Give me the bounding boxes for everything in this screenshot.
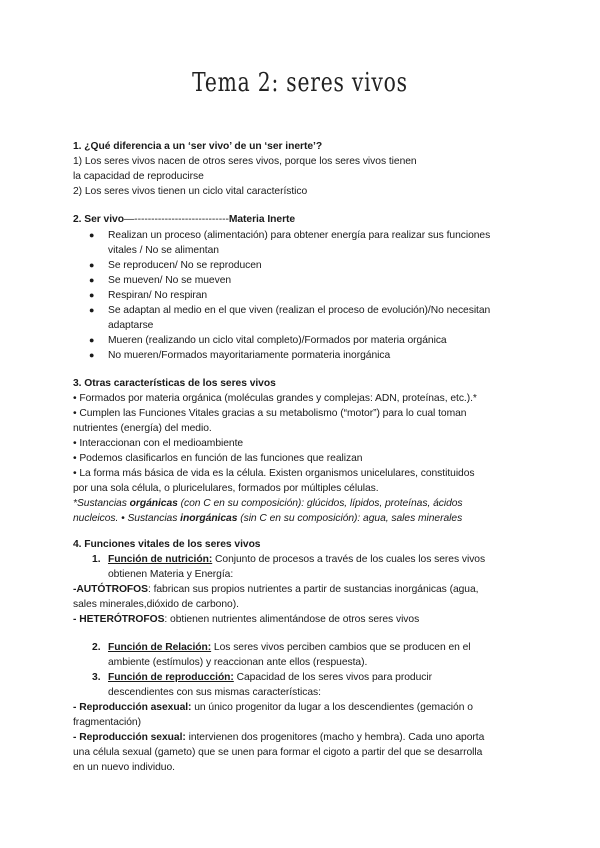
section-3-line: por una sola célula, o pluricelulares, formados por múltiples células.: [73, 483, 379, 494]
bullet-item: Se reproducen/ No se reproducen: [108, 260, 262, 271]
bullet-icon: ●: [89, 305, 95, 315]
function-title: Función de Relación:: [108, 642, 212, 653]
heading-part: 2. Ser vivo: [73, 214, 124, 225]
function-title: Función de nutrición:: [108, 554, 213, 565]
section-3-heading: 3. Otras características de los seres vivos: [73, 378, 276, 389]
function-line: [108, 641, 471, 654]
bullet-item: No mueren/Formados mayoritariamente pormateria inorgánica: [108, 350, 391, 361]
section-2-heading: [73, 213, 295, 226]
bullet-icon: ●: [89, 350, 95, 360]
asexual-line: [73, 701, 473, 714]
bullet-icon: ●: [89, 260, 95, 270]
section-1-line: 1) Los seres vivos nacen de otros seres vivos, porque los seres vivos tienen: [73, 156, 417, 167]
function-line: [108, 671, 432, 684]
section-1-line: la capacidad de reproducirse: [73, 171, 204, 182]
bullet-item: Realizan un proceso (alimentación) para obtener energía para realizar sus funciones: [108, 230, 491, 241]
sexual-line: en un nuevo individuo.: [73, 762, 175, 773]
bullet-icon: ●: [89, 230, 95, 240]
function-line: obtienen Materia y Energía:: [108, 569, 234, 580]
footnote-bold: inorgánicas: [180, 513, 238, 524]
list-number: 3.: [92, 672, 101, 683]
footnote-text: (sin C en su composición): agua, sales minerales: [237, 513, 463, 524]
section-3-line: • Cumplen las Funciones Vitales gracias a su metabolismo (“motor”) para lo cual toman: [73, 408, 467, 419]
function-line: ambiente (estímulos) y reaccionan ante ellos (respuesta).: [108, 657, 368, 668]
bullet-item-continued: adaptarse: [108, 320, 154, 331]
function-line: descendientes con sus mismas características:: [108, 687, 321, 698]
footnote-text: *Sustancias: [73, 498, 130, 509]
bullet-item: Mueren (realizando un ciclo vital completo)/Formados por materia orgánica: [108, 335, 447, 346]
function-text: Conjunto de procesos a través de los cuales los seres vivos: [212, 554, 486, 565]
function-title: Función de reproducción:: [108, 672, 234, 683]
section-3-line: • Podemos clasificarlos en función de las funciones que realizan: [73, 453, 363, 464]
section-3-line: • Formados por materia orgánica (moléculas grandes y complejas: ADN, proteínas, etc.).*: [73, 393, 477, 404]
page-title: Tema 2: seres vivos: [192, 68, 408, 98]
asexual-label: - Reproducción asexual:: [73, 702, 192, 713]
heterotrofos-line: [73, 613, 419, 626]
heterotrofos-label: - HETERÓTROFOS: [73, 614, 165, 625]
asexual-line: fragmentación): [73, 717, 141, 728]
autotrofos-text: : fabrican sus propios nutrientes a partir de sustancias inorgánicas (agua,: [147, 584, 479, 595]
bullet-icon: ●: [89, 275, 95, 285]
heading-part: Materia Inerte: [228, 214, 296, 225]
section-1-heading: 1. ¿Qué diferencia a un ‘ser vivo’ de un ‘ser inerte’?: [73, 141, 323, 152]
section-4-heading: 4. Funciones vitales de los seres vivos: [73, 539, 261, 550]
sexual-line: una célula sexual (gameto) que se unen para formar el cigoto a partir del que se desarrolla: [73, 747, 483, 758]
footnote-text: nucleicos. • Sustancias: [73, 513, 181, 524]
section-3-line: • La forma más básica de vida es la célula. Existen organismos unicelulares, constituidos: [73, 468, 475, 479]
list-number: 2.: [92, 642, 101, 653]
asexual-text: un único progenitor da lugar a los descendientes (gemación o: [191, 702, 473, 713]
function-text: Capacidad de los seres vivos para producir: [233, 672, 432, 683]
footnote-line: [73, 497, 463, 510]
heading-dashes: —----------------------------: [123, 214, 229, 225]
bullet-icon: ●: [89, 290, 95, 300]
bullet-item-continued: vitales / No se alimentan: [108, 245, 219, 256]
bullet-item: Se mueven/ No se mueven: [108, 275, 232, 286]
bullet-icon: ●: [89, 335, 95, 345]
sexual-text: intervienen dos progenitores (macho y hembra). Cada uno aporta: [185, 732, 485, 743]
footnote-bold: orgánicas: [129, 498, 178, 509]
sexual-label: - Reproducción sexual:: [73, 732, 186, 743]
autotrofos-line: sales minerales,dióxido de carbono).: [73, 599, 239, 610]
autotrofos-line: [73, 583, 478, 596]
bullet-item: Respiran/ No respiran: [108, 290, 208, 301]
footnote-text: (con C en su composición): glúcidos, lípidos, proteínas, ácidos: [177, 498, 463, 509]
heterotrofos-text: : obtienen nutrientes alimentándose de otros seres vivos: [164, 614, 420, 625]
sexual-line: [73, 731, 484, 744]
list-number: 1.: [92, 554, 101, 565]
function-line: [108, 553, 485, 566]
section-1-line: 2) Los seres vivos tienen un ciclo vital característico: [73, 186, 308, 197]
autotrofos-label: -AUTÓTROFOS: [73, 584, 148, 595]
bullet-item: Se adaptan al medio en el que viven (realizan el proceso de evolución)/No necesitan: [108, 305, 491, 316]
section-3-line: nutrientes (energía) del medio.: [73, 423, 212, 434]
footnote-line: [73, 512, 462, 525]
function-text: Los seres vivos perciben cambios que se producen en el: [211, 642, 471, 653]
section-3-line: • Interaccionan con el medioambiente: [73, 438, 244, 449]
